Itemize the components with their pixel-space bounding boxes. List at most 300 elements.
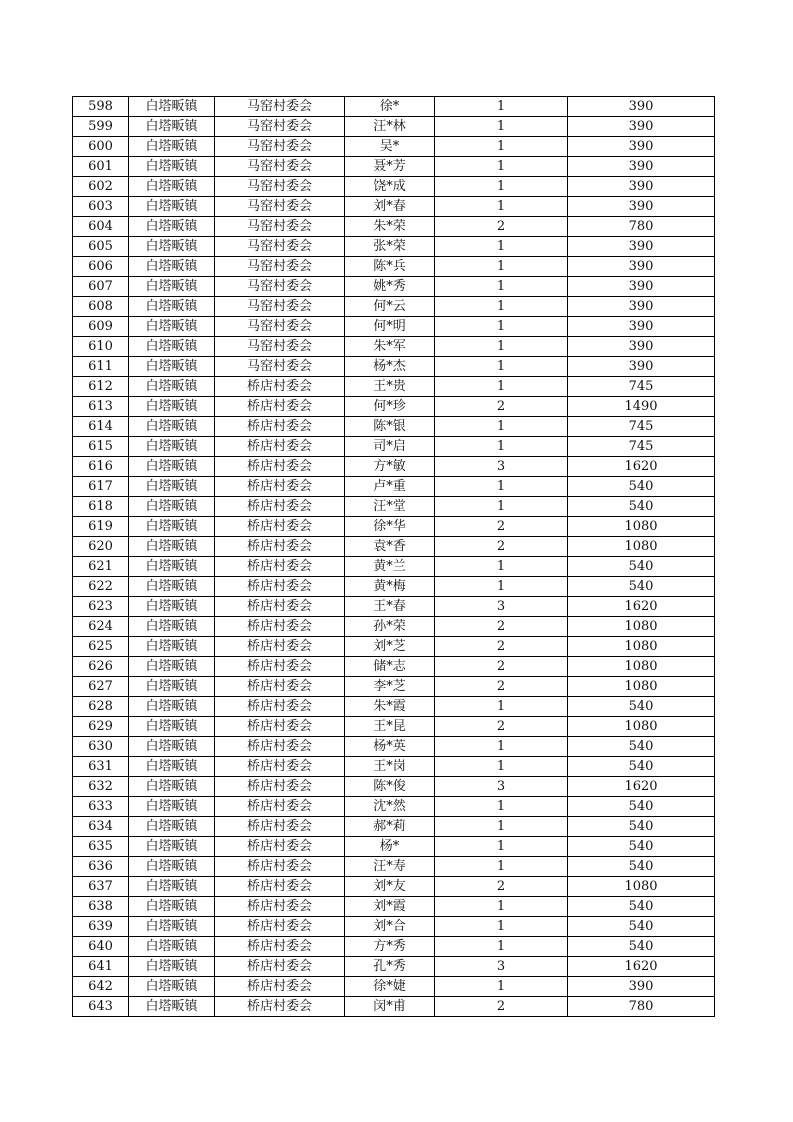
row-number-cell: 601 [73, 157, 129, 177]
count-cell: 2 [435, 617, 568, 637]
amount-cell: 390 [568, 237, 715, 257]
name-cell: 徐* [345, 97, 435, 117]
village-committee-cell: 马窑村委会 [215, 117, 345, 137]
village-committee-cell: 桥店村委会 [215, 577, 345, 597]
village-committee-cell: 桥店村委会 [215, 557, 345, 577]
row-number-cell: 616 [73, 457, 129, 477]
village-committee-cell: 马窑村委会 [215, 257, 345, 277]
village-committee-cell: 桥店村委会 [215, 637, 345, 657]
amount-cell: 390 [568, 317, 715, 337]
amount-cell: 745 [568, 437, 715, 457]
town-cell: 白塔畈镇 [129, 717, 215, 737]
count-cell: 2 [435, 877, 568, 897]
amount-cell: 540 [568, 917, 715, 937]
village-committee-cell: 马窑村委会 [215, 337, 345, 357]
name-cell: 陈*俊 [345, 777, 435, 797]
village-committee-cell: 桥店村委会 [215, 817, 345, 837]
table-row [73, 177, 715, 197]
amount-cell: 1080 [568, 677, 715, 697]
name-cell: 杨*英 [345, 737, 435, 757]
amount-cell: 390 [568, 197, 715, 217]
village-committee-cell: 桥店村委会 [215, 597, 345, 617]
town-cell: 白塔畈镇 [129, 397, 215, 417]
row-number-cell: 640 [73, 937, 129, 957]
count-cell: 1 [435, 557, 568, 577]
table-row [73, 477, 715, 497]
row-number-cell: 619 [73, 517, 129, 537]
amount-cell: 540 [568, 477, 715, 497]
name-cell: 姚*秀 [345, 277, 435, 297]
village-committee-cell: 桥店村委会 [215, 917, 345, 937]
name-cell: 朱*军 [345, 337, 435, 357]
row-number-cell: 608 [73, 297, 129, 317]
count-cell: 2 [435, 517, 568, 537]
table-row [73, 737, 715, 757]
count-cell: 3 [435, 457, 568, 477]
village-committee-cell: 桥店村委会 [215, 777, 345, 797]
amount-cell: 390 [568, 297, 715, 317]
row-number-cell: 633 [73, 797, 129, 817]
count-cell: 1 [435, 177, 568, 197]
amount-cell: 390 [568, 117, 715, 137]
row-number-cell: 628 [73, 697, 129, 717]
table-row [73, 917, 715, 937]
table-row [73, 597, 715, 617]
town-cell: 白塔畈镇 [129, 757, 215, 777]
village-committee-cell: 马窑村委会 [215, 357, 345, 377]
village-committee-cell: 桥店村委会 [215, 937, 345, 957]
count-cell: 1 [435, 797, 568, 817]
town-cell: 白塔畈镇 [129, 277, 215, 297]
village-committee-cell: 桥店村委会 [215, 477, 345, 497]
row-number-cell: 642 [73, 977, 129, 997]
table-row [73, 317, 715, 337]
table-row [73, 897, 715, 917]
table-body [73, 97, 715, 1017]
count-cell: 3 [435, 777, 568, 797]
count-cell: 1 [435, 117, 568, 137]
row-number-cell: 605 [73, 237, 129, 257]
town-cell: 白塔畈镇 [129, 817, 215, 837]
name-cell: 朱*荣 [345, 217, 435, 237]
row-number-cell: 617 [73, 477, 129, 497]
row-number-cell: 627 [73, 677, 129, 697]
table-row [73, 997, 715, 1017]
town-cell: 白塔畈镇 [129, 417, 215, 437]
village-committee-cell: 桥店村委会 [215, 757, 345, 777]
table-row [73, 957, 715, 977]
town-cell: 白塔畈镇 [129, 797, 215, 817]
table-row [73, 937, 715, 957]
row-number-cell: 629 [73, 717, 129, 737]
town-cell: 白塔畈镇 [129, 297, 215, 317]
town-cell: 白塔畈镇 [129, 857, 215, 877]
table-row [73, 717, 715, 737]
name-cell: 吴* [345, 137, 435, 157]
row-number-cell: 630 [73, 737, 129, 757]
town-cell: 白塔畈镇 [129, 477, 215, 497]
amount-cell: 780 [568, 217, 715, 237]
amount-cell: 540 [568, 837, 715, 857]
name-cell: 刘*霞 [345, 897, 435, 917]
village-committee-cell: 桥店村委会 [215, 437, 345, 457]
count-cell: 1 [435, 917, 568, 937]
village-committee-cell: 马窑村委会 [215, 237, 345, 257]
count-cell: 1 [435, 737, 568, 757]
row-number-cell: 637 [73, 877, 129, 897]
name-cell: 朱*霞 [345, 697, 435, 717]
village-committee-cell: 桥店村委会 [215, 897, 345, 917]
name-cell: 孔*秀 [345, 957, 435, 977]
town-cell: 白塔畈镇 [129, 957, 215, 977]
count-cell: 2 [435, 657, 568, 677]
row-number-cell: 639 [73, 917, 129, 937]
count-cell: 2 [435, 677, 568, 697]
name-cell: 聂*芳 [345, 157, 435, 177]
amount-cell: 1490 [568, 397, 715, 417]
town-cell: 白塔畈镇 [129, 117, 215, 137]
row-number-cell: 612 [73, 377, 129, 397]
count-cell: 1 [435, 477, 568, 497]
village-committee-cell: 桥店村委会 [215, 697, 345, 717]
table-row [73, 257, 715, 277]
count-cell: 1 [435, 157, 568, 177]
village-committee-cell: 马窑村委会 [215, 317, 345, 337]
village-committee-cell: 马窑村委会 [215, 197, 345, 217]
village-committee-cell: 桥店村委会 [215, 417, 345, 437]
table-row [73, 977, 715, 997]
table-row [73, 117, 715, 137]
table-row [73, 777, 715, 797]
name-cell: 陈*兵 [345, 257, 435, 277]
count-cell: 1 [435, 937, 568, 957]
row-number-cell: 604 [73, 217, 129, 237]
row-number-cell: 599 [73, 117, 129, 137]
village-committee-cell: 桥店村委会 [215, 837, 345, 857]
row-number-cell: 610 [73, 337, 129, 357]
amount-cell: 745 [568, 417, 715, 437]
name-cell: 陈*银 [345, 417, 435, 437]
count-cell: 2 [435, 997, 568, 1017]
table-row [73, 877, 715, 897]
name-cell: 郝*莉 [345, 817, 435, 837]
name-cell: 杨* [345, 837, 435, 857]
amount-cell: 540 [568, 577, 715, 597]
table-row [73, 837, 715, 857]
count-cell: 2 [435, 637, 568, 657]
town-cell: 白塔畈镇 [129, 237, 215, 257]
count-cell: 1 [435, 97, 568, 117]
town-cell: 白塔畈镇 [129, 457, 215, 477]
table-row [73, 637, 715, 657]
town-cell: 白塔畈镇 [129, 977, 215, 997]
town-cell: 白塔畈镇 [129, 537, 215, 557]
row-number-cell: 621 [73, 557, 129, 577]
name-cell: 李*芝 [345, 677, 435, 697]
amount-cell: 1080 [568, 637, 715, 657]
town-cell: 白塔畈镇 [129, 657, 215, 677]
amount-cell: 540 [568, 697, 715, 717]
name-cell: 汪*寿 [345, 857, 435, 877]
town-cell: 白塔畈镇 [129, 197, 215, 217]
count-cell: 1 [435, 297, 568, 317]
count-cell: 1 [435, 377, 568, 397]
amount-cell: 1080 [568, 717, 715, 737]
amount-cell: 540 [568, 737, 715, 757]
amount-cell: 540 [568, 757, 715, 777]
village-committee-cell: 桥店村委会 [215, 957, 345, 977]
amount-cell: 390 [568, 97, 715, 117]
row-number-cell: 636 [73, 857, 129, 877]
row-number-cell: 600 [73, 137, 129, 157]
table-row [73, 137, 715, 157]
count-cell: 2 [435, 537, 568, 557]
count-cell: 3 [435, 597, 568, 617]
town-cell: 白塔畈镇 [129, 557, 215, 577]
name-cell: 汪*林 [345, 117, 435, 137]
table-row [73, 557, 715, 577]
count-cell: 1 [435, 137, 568, 157]
town-cell: 白塔畈镇 [129, 637, 215, 657]
village-committee-cell: 马窑村委会 [215, 177, 345, 197]
name-cell: 闵*甫 [345, 997, 435, 1017]
village-committee-cell: 桥店村委会 [215, 397, 345, 417]
row-number-cell: 632 [73, 777, 129, 797]
table-row [73, 657, 715, 677]
village-committee-cell: 马窑村委会 [215, 277, 345, 297]
amount-cell: 390 [568, 337, 715, 357]
count-cell: 2 [435, 217, 568, 237]
town-cell: 白塔畈镇 [129, 217, 215, 237]
name-cell: 方*敏 [345, 457, 435, 477]
amount-cell: 1620 [568, 777, 715, 797]
count-cell: 1 [435, 357, 568, 377]
name-cell: 王*贵 [345, 377, 435, 397]
village-committee-cell: 马窑村委会 [215, 97, 345, 117]
row-number-cell: 609 [73, 317, 129, 337]
count-cell: 1 [435, 497, 568, 517]
table-row [73, 577, 715, 597]
name-cell: 饶*成 [345, 177, 435, 197]
town-cell: 白塔畈镇 [129, 917, 215, 937]
count-cell: 1 [435, 837, 568, 857]
village-committee-cell: 桥店村委会 [215, 497, 345, 517]
name-cell: 卢*重 [345, 477, 435, 497]
town-cell: 白塔畈镇 [129, 937, 215, 957]
village-committee-cell: 桥店村委会 [215, 997, 345, 1017]
village-committee-cell: 桥店村委会 [215, 457, 345, 477]
village-committee-cell: 马窑村委会 [215, 217, 345, 237]
name-cell: 方*秀 [345, 937, 435, 957]
amount-cell: 390 [568, 277, 715, 297]
name-cell: 刘*友 [345, 877, 435, 897]
amount-cell: 540 [568, 817, 715, 837]
row-number-cell: 614 [73, 417, 129, 437]
name-cell: 王*昆 [345, 717, 435, 737]
town-cell: 白塔畈镇 [129, 737, 215, 757]
name-cell: 黄*兰 [345, 557, 435, 577]
town-cell: 白塔畈镇 [129, 337, 215, 357]
name-cell: 刘*春 [345, 197, 435, 217]
table-row [73, 377, 715, 397]
amount-cell: 1620 [568, 597, 715, 617]
amount-cell: 1080 [568, 877, 715, 897]
table-row [73, 697, 715, 717]
town-cell: 白塔畈镇 [129, 517, 215, 537]
name-cell: 徐*华 [345, 517, 435, 537]
row-number-cell: 635 [73, 837, 129, 857]
amount-cell: 1620 [568, 457, 715, 477]
town-cell: 白塔畈镇 [129, 317, 215, 337]
name-cell: 黄*梅 [345, 577, 435, 597]
row-number-cell: 613 [73, 397, 129, 417]
row-number-cell: 625 [73, 637, 129, 657]
name-cell: 刘*芝 [345, 637, 435, 657]
row-number-cell: 603 [73, 197, 129, 217]
town-cell: 白塔畈镇 [129, 677, 215, 697]
table-row [73, 857, 715, 877]
name-cell: 杨*杰 [345, 357, 435, 377]
count-cell: 1 [435, 257, 568, 277]
town-cell: 白塔畈镇 [129, 97, 215, 117]
table-row [73, 197, 715, 217]
town-cell: 白塔畈镇 [129, 377, 215, 397]
table-row [73, 517, 715, 537]
village-committee-cell: 桥店村委会 [215, 657, 345, 677]
row-number-cell: 607 [73, 277, 129, 297]
table-row [73, 397, 715, 417]
amount-cell: 390 [568, 157, 715, 177]
table-row [73, 497, 715, 517]
table-row [73, 297, 715, 317]
amount-cell: 390 [568, 137, 715, 157]
row-number-cell: 641 [73, 957, 129, 977]
amount-cell: 540 [568, 937, 715, 957]
table-row [73, 157, 715, 177]
town-cell: 白塔畈镇 [129, 437, 215, 457]
village-committee-cell: 桥店村委会 [215, 617, 345, 637]
count-cell: 1 [435, 697, 568, 717]
amount-cell: 1080 [568, 617, 715, 637]
table-row [73, 277, 715, 297]
table-row [73, 97, 715, 117]
count-cell: 1 [435, 197, 568, 217]
village-committee-cell: 桥店村委会 [215, 977, 345, 997]
name-cell: 孙*荣 [345, 617, 435, 637]
village-committee-cell: 马窑村委会 [215, 297, 345, 317]
village-committee-cell: 桥店村委会 [215, 877, 345, 897]
table-row [73, 457, 715, 477]
amount-cell: 540 [568, 797, 715, 817]
name-cell: 袁*香 [345, 537, 435, 557]
town-cell: 白塔畈镇 [129, 897, 215, 917]
table-row [73, 617, 715, 637]
row-number-cell: 622 [73, 577, 129, 597]
count-cell: 1 [435, 897, 568, 917]
town-cell: 白塔畈镇 [129, 357, 215, 377]
amount-cell: 1080 [568, 657, 715, 677]
row-number-cell: 623 [73, 597, 129, 617]
table-row [73, 337, 715, 357]
row-number-cell: 618 [73, 497, 129, 517]
count-cell: 1 [435, 757, 568, 777]
village-committee-cell: 马窑村委会 [215, 137, 345, 157]
town-cell: 白塔畈镇 [129, 577, 215, 597]
name-cell: 储*志 [345, 657, 435, 677]
village-committee-cell: 桥店村委会 [215, 377, 345, 397]
count-cell: 1 [435, 277, 568, 297]
count-cell: 1 [435, 417, 568, 437]
town-cell: 白塔畈镇 [129, 497, 215, 517]
table-row [73, 417, 715, 437]
amount-cell: 1080 [568, 517, 715, 537]
table-row [73, 797, 715, 817]
town-cell: 白塔畈镇 [129, 777, 215, 797]
village-committee-cell: 桥店村委会 [215, 737, 345, 757]
count-cell: 1 [435, 577, 568, 597]
village-committee-cell: 桥店村委会 [215, 717, 345, 737]
village-committee-cell: 桥店村委会 [215, 857, 345, 877]
row-number-cell: 624 [73, 617, 129, 637]
town-cell: 白塔畈镇 [129, 137, 215, 157]
amount-cell: 540 [568, 857, 715, 877]
name-cell: 何*珍 [345, 397, 435, 417]
town-cell: 白塔畈镇 [129, 697, 215, 717]
village-committee-cell: 桥店村委会 [215, 797, 345, 817]
name-cell: 汪*堂 [345, 497, 435, 517]
town-cell: 白塔畈镇 [129, 177, 215, 197]
town-cell: 白塔畈镇 [129, 877, 215, 897]
name-cell: 王*岗 [345, 757, 435, 777]
count-cell: 1 [435, 337, 568, 357]
table-row [73, 237, 715, 257]
beneficiary-table [72, 96, 715, 1017]
village-committee-cell: 桥店村委会 [215, 517, 345, 537]
amount-cell: 390 [568, 177, 715, 197]
count-cell: 2 [435, 717, 568, 737]
count-cell: 3 [435, 957, 568, 977]
table-row [73, 817, 715, 837]
town-cell: 白塔畈镇 [129, 837, 215, 857]
row-number-cell: 611 [73, 357, 129, 377]
row-number-cell: 615 [73, 437, 129, 457]
name-cell: 张*荣 [345, 237, 435, 257]
row-number-cell: 634 [73, 817, 129, 837]
count-cell: 2 [435, 397, 568, 417]
amount-cell: 390 [568, 977, 715, 997]
amount-cell: 1080 [568, 537, 715, 557]
table-row [73, 357, 715, 377]
amount-cell: 390 [568, 357, 715, 377]
row-number-cell: 638 [73, 897, 129, 917]
amount-cell: 390 [568, 257, 715, 277]
row-number-cell: 620 [73, 537, 129, 557]
count-cell: 1 [435, 437, 568, 457]
name-cell: 徐*婕 [345, 977, 435, 997]
town-cell: 白塔畈镇 [129, 617, 215, 637]
amount-cell: 540 [568, 897, 715, 917]
name-cell: 何*云 [345, 297, 435, 317]
count-cell: 1 [435, 857, 568, 877]
town-cell: 白塔畈镇 [129, 597, 215, 617]
amount-cell: 540 [568, 557, 715, 577]
row-number-cell: 602 [73, 177, 129, 197]
name-cell: 司*启 [345, 437, 435, 457]
village-committee-cell: 桥店村委会 [215, 677, 345, 697]
name-cell: 沈*然 [345, 797, 435, 817]
name-cell: 刘*合 [345, 917, 435, 937]
table-row [73, 537, 715, 557]
